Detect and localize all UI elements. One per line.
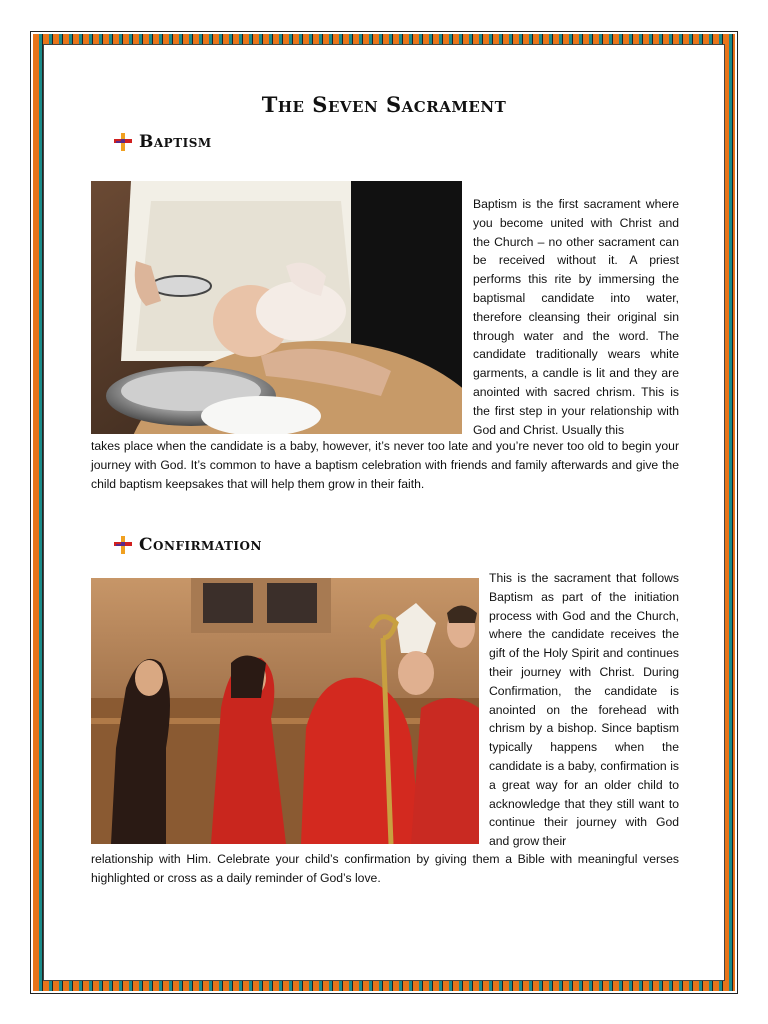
- section-heading-label: Confirmation: [139, 535, 262, 555]
- section-heading-baptism: [113, 132, 212, 152]
- confirmation-photo: [91, 578, 479, 844]
- cross-icon: [113, 535, 133, 555]
- confirmation-text-beside-photo: This is the sacrament that follows Baptism as part of the initiation process with God and the Church, where the candidate receives the gift of the Holy Spirit and continues their journey with Christ. During Confirmation, the candidate is anointed on the forehead with chrism by a bishop. Since baptism typically happens when the candidate is a baby, confirmation is a great way for an older child to acknowledge that they still want to continue their journey with God and grow their: [489, 571, 679, 849]
- baptism-photo: [91, 181, 462, 434]
- baptism-text-beside-photo: Baptism is the first sacrament where you become united with Christ and the Church – no other sacrament can be received without it. A priest performs this rite by immersing the baptismal candidate into water, therefore cleansing their original sin through water and the word. The candidate traditionally wears white garments, a candle is lit and they are anointed with sacred chrism. This is the first step in your relationship with God and Christ. Usually this: [473, 197, 679, 437]
- document-title: The Seven Sacrament: [261, 92, 507, 117]
- cross-icon: [113, 132, 133, 152]
- confirmation-text-below-photo: relationship with Him. Celebrate your child’s confirmation by giving them a Bible with meaningful verses highlighted or cross as a daily reminder of God’s love.: [91, 852, 679, 885]
- section-heading-label: Baptism: [139, 132, 212, 152]
- section-heading-confirmation: [113, 535, 262, 555]
- baptism-text-below-photo: takes place when the candidate is a baby, however, it’s never too late and you’re never too old to begin your journey with God. It’s common to have a baptism celebration with friends and family afterwards and give the child baptism keepsakes that will help them grow in their faith.: [91, 439, 679, 491]
